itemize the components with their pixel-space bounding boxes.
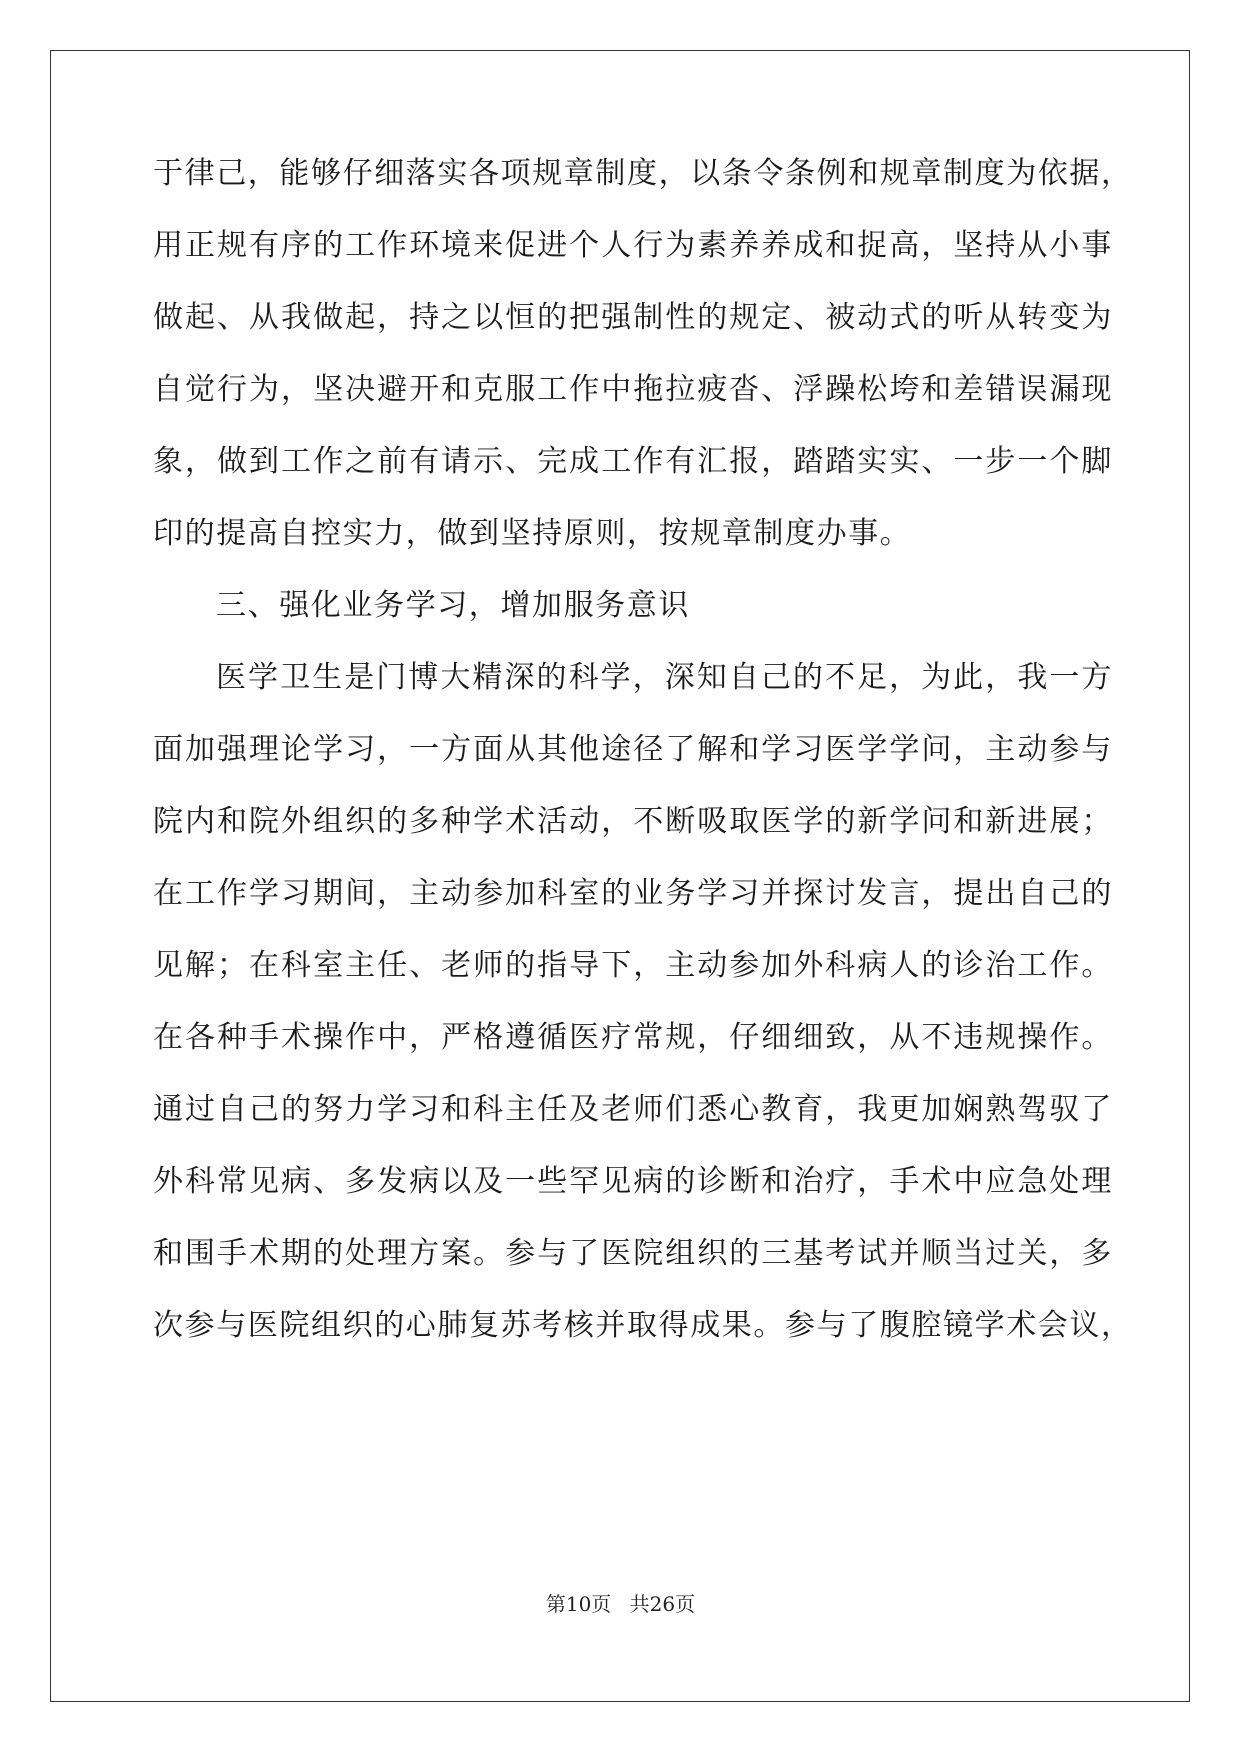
- text-line: 印的提高自控实力，做到坚持原则，按规章制度办事。: [153, 516, 912, 551]
- section-heading: 三、强化业务学习，增加服务意识: [216, 588, 690, 623]
- text-line: 院内和院外组织的多种学术活动，不断吸取医学的新学问和新进展；: [153, 804, 1113, 839]
- text-line: 象，做到工作之前有请示、完成工作有汇报，踏踏实实、一步一个脚: [153, 444, 1113, 479]
- text-line: 自觉行为，坚决避开和克服工作中拖拉疲沓、浮躁松垮和差错误漏现: [153, 372, 1113, 407]
- page-number: 第10页: [545, 1592, 612, 1616]
- page-footer: [0, 1592, 1241, 1616]
- text-line: 通过自己的努力学习和科主任及老师们悉心教育，我更加娴熟驾驭了: [153, 1092, 1113, 1127]
- page-total: 共26页: [629, 1592, 696, 1616]
- text-line: 在工作学习期间，主动参加科室的业务学习并探讨发言，提出自己的: [153, 876, 1113, 911]
- text-line: 做起、从我做起，持之以恒的把强制性的规定、被动式的听从转变为: [153, 300, 1113, 335]
- text-line: 于律己，能够仔细落实各项规章制度，以条令条例和规章制度为依据，: [153, 156, 1133, 191]
- text-line: 面加强理论学习，一方面从其他途径了解和学习医学学问，主动参与: [153, 732, 1113, 767]
- text-line: 外科常见病、多发病以及一些罕见病的诊断和治疗，手术中应急处理: [153, 1164, 1113, 1199]
- paragraph-first-line: 医学卫生是门博大精深的科学，深知自己的不足，为此，我一方: [216, 660, 1113, 695]
- text-line: 和围手术期的处理方案。参与了医院组织的三基考试并顺当过关，多: [153, 1236, 1113, 1271]
- text-line: 在各种手术操作中，严格遵循医疗常规，仔细细致，从不违规操作。: [153, 1020, 1113, 1055]
- text-line: 次参与医院组织的心肺复苏考核并取得成果。参与了腹腔镜学术会议，: [153, 1308, 1133, 1343]
- text-line: 用正规有序的工作环境来促进个人行为素养养成和捉高，坚持从小事: [153, 228, 1113, 263]
- text-line: 见解；在科室主任、老师的指导下，主动参加外科病人的诊治工作。: [153, 948, 1113, 983]
